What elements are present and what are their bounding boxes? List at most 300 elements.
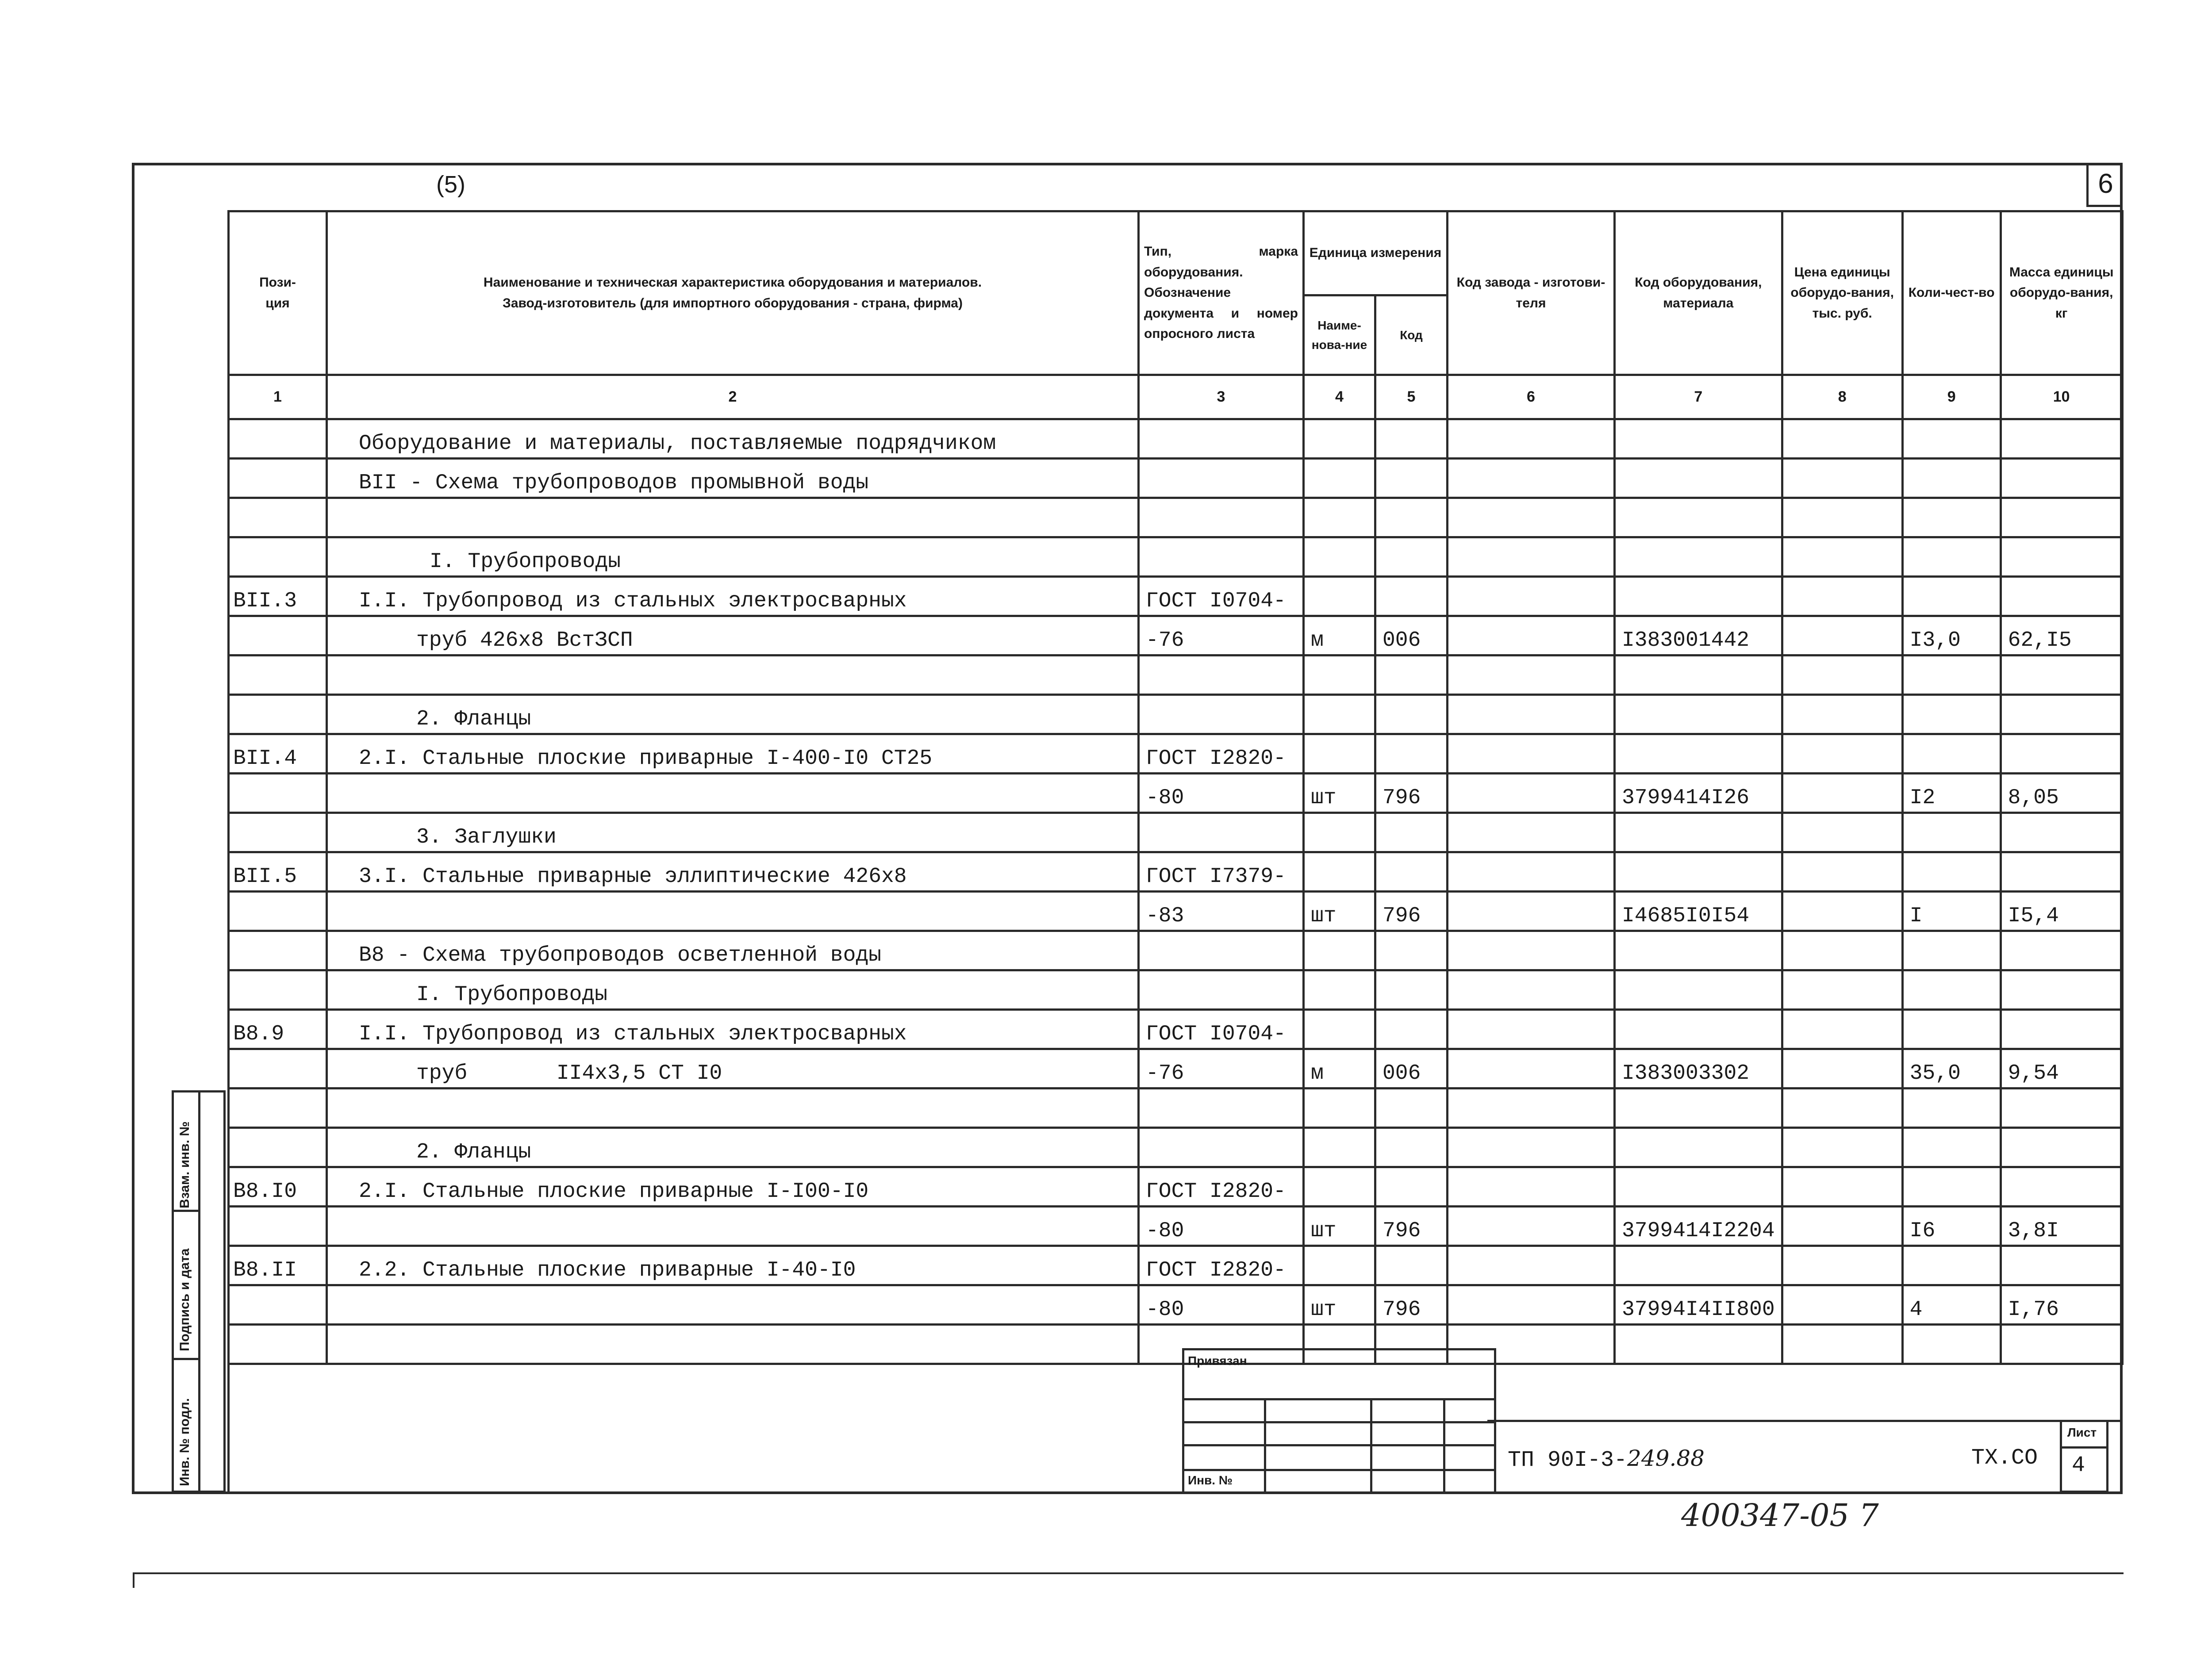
price-cell — [1782, 774, 1902, 813]
quantity-cell — [1902, 931, 2001, 970]
equipment-code-cell — [1615, 931, 1782, 970]
cut-line-tick — [133, 1572, 134, 1588]
equipment-code-cell — [1615, 537, 1782, 577]
unit-cell — [1304, 931, 1375, 970]
strip-label-podpis: Подпись и дата — [177, 1248, 192, 1351]
header-unit-name: Наиме-нова-ние — [1304, 295, 1375, 375]
unit-cell: м — [1304, 616, 1375, 656]
stamp-top-line — [1487, 1420, 2123, 1422]
unit-code-cell — [1375, 577, 1448, 616]
type-cell: -80 — [1139, 1285, 1304, 1325]
equipment-code-cell: I383001442 — [1615, 616, 1782, 656]
quantity-cell — [1902, 1167, 2001, 1207]
unit-code-cell: 006 — [1375, 1049, 1448, 1089]
price-cell — [1782, 970, 1902, 1010]
name-cell: 2. Фланцы — [327, 695, 1139, 734]
table-row — [229, 1089, 2123, 1128]
table-row — [229, 616, 2123, 656]
position-cell — [229, 498, 327, 537]
name-cell: 2.I. Стальные плоские приварные I-400-I0 СТ25 — [327, 734, 1139, 774]
equipment-code-cell — [1615, 1128, 1782, 1167]
quantity-cell — [1902, 1010, 2001, 1049]
table-row — [229, 695, 2123, 734]
type-cell: ГОСТ I7379- — [1139, 852, 1304, 892]
unit-code-cell — [1375, 1089, 1448, 1128]
name-cell: ВII - Схема трубопроводов промывной воды — [327, 459, 1139, 498]
equipment-code-cell — [1615, 1167, 1782, 1207]
unit-code-cell — [1375, 931, 1448, 970]
type-cell: -76 — [1139, 1049, 1304, 1089]
col-number: 7 — [1615, 375, 1782, 419]
quantity-cell: I3,0 — [1902, 616, 2001, 656]
table-row — [229, 498, 2123, 537]
name-cell: 2.I. Стальные плоские приварные I-I00-I0 — [327, 1167, 1139, 1207]
col-number: 9 — [1902, 375, 2001, 419]
quantity-cell: 4 — [1902, 1285, 2001, 1325]
mass-cell: I5,4 — [2001, 892, 2122, 931]
stamp-privyazan: Привязан — [1188, 1354, 1247, 1368]
position-cell: ВII.4 — [229, 734, 327, 774]
type-cell — [1139, 419, 1304, 459]
equipment-code-cell — [1615, 1246, 1782, 1285]
unit-cell — [1304, 577, 1375, 616]
unit-cell — [1304, 459, 1375, 498]
unit-code-cell — [1375, 695, 1448, 734]
plant-code-cell — [1448, 695, 1615, 734]
header-unit-mass: Масса единицы оборудо-вания, кг — [2001, 211, 2122, 375]
equipment-code-cell — [1615, 656, 1782, 695]
col-number: 10 — [2001, 375, 2122, 419]
quantity-cell — [1902, 813, 2001, 852]
price-cell — [1782, 1285, 1902, 1325]
stamp-row-line — [1184, 1398, 1494, 1400]
unit-cell — [1304, 1246, 1375, 1285]
table-row — [229, 1167, 2123, 1207]
table-row — [229, 931, 2123, 970]
unit-code-cell — [1375, 419, 1448, 459]
mass-cell — [2001, 537, 2122, 577]
mass-cell — [2001, 419, 2122, 459]
position-cell — [229, 656, 327, 695]
unit-cell — [1304, 1010, 1375, 1049]
col-number: 1 — [229, 375, 327, 419]
equipment-code-cell — [1615, 970, 1782, 1010]
plant-code-cell — [1448, 537, 1615, 577]
mass-cell — [2001, 459, 2122, 498]
position-cell: ВII.5 — [229, 852, 327, 892]
mass-cell — [2001, 1089, 2122, 1128]
equipment-code-cell — [1615, 695, 1782, 734]
price-cell — [1782, 537, 1902, 577]
col-number: 5 — [1375, 375, 1448, 419]
quantity-cell — [1902, 419, 2001, 459]
unit-cell: м — [1304, 1049, 1375, 1089]
type-cell — [1139, 656, 1304, 695]
unit-code-cell: 796 — [1375, 1207, 1448, 1246]
plant-code-cell — [1448, 852, 1615, 892]
column-numbers-row — [229, 375, 2123, 419]
equipment-code-cell — [1615, 1010, 1782, 1049]
name-cell: В8 - Схема трубопроводов осветленной воды — [327, 931, 1139, 970]
unit-cell — [1304, 813, 1375, 852]
position-cell: В8.9 — [229, 1010, 327, 1049]
table-row — [229, 1285, 2123, 1325]
strip-label-inv-podl: Инв. № подл. — [177, 1398, 192, 1486]
equipment-code-cell — [1615, 459, 1782, 498]
stamp-inv-no: Инв. № — [1188, 1473, 1233, 1487]
name-cell: труб 426х8 ВстЗСП — [327, 616, 1139, 656]
plant-code-cell — [1448, 1207, 1615, 1246]
position-cell — [229, 931, 327, 970]
plant-code-cell — [1448, 813, 1615, 852]
col-number: 2 — [327, 375, 1139, 419]
unit-cell — [1304, 537, 1375, 577]
stamp-block — [1182, 1348, 1496, 1494]
type-cell: -80 — [1139, 1207, 1304, 1246]
quantity-cell — [1902, 970, 2001, 1010]
unit-code-cell — [1375, 1128, 1448, 1167]
header-plant-code: Код завода - изготови-теля — [1448, 211, 1615, 375]
table-row — [229, 852, 2123, 892]
unit-code-cell — [1375, 537, 1448, 577]
mass-cell — [2001, 734, 2122, 774]
quantity-cell — [1902, 734, 2001, 774]
sheet-number: 6 — [2086, 163, 2123, 207]
plant-code-cell — [1448, 1010, 1615, 1049]
plant-code-cell — [1448, 774, 1615, 813]
quantity-cell: I6 — [1902, 1207, 2001, 1246]
position-cell — [229, 1089, 327, 1128]
position-cell — [229, 537, 327, 577]
position-cell — [229, 813, 327, 852]
equipment-code-cell — [1615, 577, 1782, 616]
sheet-label: (5) — [436, 171, 465, 198]
unit-code-cell — [1375, 656, 1448, 695]
table-row — [229, 1128, 2123, 1167]
type-cell — [1139, 970, 1304, 1010]
mass-cell: 8,05 — [2001, 774, 2122, 813]
table-row — [229, 1207, 2123, 1246]
unit-code-cell: 796 — [1375, 1285, 1448, 1325]
position-cell — [229, 459, 327, 498]
quantity-cell — [1902, 459, 2001, 498]
name-cell: Оборудование и материалы, поставляемые подрядчиком — [327, 419, 1139, 459]
unit-cell: шт — [1304, 892, 1375, 931]
price-cell — [1782, 459, 1902, 498]
unit-code-cell — [1375, 813, 1448, 852]
price-cell — [1782, 813, 1902, 852]
unit-code-cell — [1375, 1167, 1448, 1207]
quantity-cell — [1902, 656, 2001, 695]
lower-left-border — [227, 1327, 230, 1494]
equipment-code-cell — [1615, 1089, 1782, 1128]
price-cell — [1782, 419, 1902, 459]
header-type: Тип, марка оборудования. Обозначение документа и номер опросного листа — [1139, 211, 1304, 375]
name-cell — [327, 1325, 1139, 1364]
name-cell — [327, 498, 1139, 537]
unit-code-cell — [1375, 734, 1448, 774]
table-row — [229, 537, 2123, 577]
equipment-code-cell: I383003302 — [1615, 1049, 1782, 1089]
header-name: Наименование и техническая характеристика оборудования и материалов. Завод-изготовитель (для импортного оборудования - страна, фирма) — [327, 211, 1139, 375]
position-cell — [229, 1207, 327, 1246]
mass-cell: 3,8I — [2001, 1207, 2122, 1246]
plant-code-cell — [1448, 498, 1615, 537]
mass-cell: 62,I5 — [2001, 616, 2122, 656]
quantity-cell: I2 — [1902, 774, 2001, 813]
equipment-code-cell — [1615, 498, 1782, 537]
plant-code-cell — [1448, 1246, 1615, 1285]
plant-code-cell — [1448, 734, 1615, 774]
unit-cell — [1304, 498, 1375, 537]
name-cell: I. Трубопроводы — [327, 970, 1139, 1010]
col-number: 4 — [1304, 375, 1375, 419]
col-number: 3 — [1139, 375, 1304, 419]
price-cell — [1782, 1089, 1902, 1128]
position-cell: ВII.3 — [229, 577, 327, 616]
name-cell: I.I. Трубопровод из стальных электросварных — [327, 577, 1139, 616]
unit-cell: шт — [1304, 1207, 1375, 1246]
type-cell: ГОСТ I2820- — [1139, 1246, 1304, 1285]
mass-cell — [2001, 1325, 2122, 1364]
quantity-cell — [1902, 1246, 2001, 1285]
position-cell — [229, 892, 327, 931]
name-cell: 2.2. Стальные плоские приварные I-40-I0 — [327, 1246, 1139, 1285]
unit-code-cell — [1375, 498, 1448, 537]
price-cell — [1782, 1167, 1902, 1207]
position-cell — [229, 1325, 327, 1364]
quantity-cell — [1902, 577, 2001, 616]
position-cell — [229, 1285, 327, 1325]
type-cell: -80 — [1139, 774, 1304, 813]
unit-code-cell — [1375, 970, 1448, 1010]
type-cell: ГОСТ I2820- — [1139, 1167, 1304, 1207]
plant-code-cell — [1448, 1128, 1615, 1167]
price-cell — [1782, 616, 1902, 656]
name-cell: труб II4х3,5 СТ I0 — [327, 1049, 1139, 1089]
mass-cell — [2001, 1010, 2122, 1049]
table-row — [229, 892, 2123, 931]
price-cell — [1782, 1325, 1902, 1364]
position-cell — [229, 1128, 327, 1167]
equipment-code-cell: I4685I0I54 — [1615, 892, 1782, 931]
name-cell: I.I. Трубопровод из стальных электросварных — [327, 1010, 1139, 1049]
name-cell: 3. Заглушки — [327, 813, 1139, 852]
quantity-cell — [1902, 498, 2001, 537]
name-cell: 3.I. Стальные приварные эллиптические 426х8 — [327, 852, 1139, 892]
name-cell: I. Трубопроводы — [327, 537, 1139, 577]
plant-code-cell — [1448, 970, 1615, 1010]
mass-cell: 9,54 — [2001, 1049, 2122, 1089]
mass-cell — [2001, 970, 2122, 1010]
unit-code-cell: 006 — [1375, 616, 1448, 656]
table-row — [229, 1325, 2123, 1364]
table-row — [229, 656, 2123, 695]
unit-cell — [1304, 1167, 1375, 1207]
binding-strip — [172, 1090, 226, 1493]
mass-cell — [2001, 498, 2122, 537]
position-cell — [229, 419, 327, 459]
equipment-code-cell — [1615, 734, 1782, 774]
equipment-code-cell: 3799414I26 — [1615, 774, 1782, 813]
price-cell — [1782, 1246, 1902, 1285]
position-cell: В8.II — [229, 1246, 327, 1285]
sheet-box-line — [2062, 1446, 2106, 1449]
table-row — [229, 577, 2123, 616]
header-quantity: Коли-чест-во — [1902, 211, 2001, 375]
specification-table — [227, 210, 2124, 1365]
unit-cell — [1304, 852, 1375, 892]
type-cell — [1139, 498, 1304, 537]
plant-code-cell — [1448, 1049, 1615, 1089]
table-row — [229, 813, 2123, 852]
position-cell — [229, 1049, 327, 1089]
stamp-col-line — [1370, 1398, 1372, 1494]
table-row — [229, 1010, 2123, 1049]
type-cell: ГОСТ I2820- — [1139, 734, 1304, 774]
position-cell: В8.I0 — [229, 1167, 327, 1207]
plant-code-cell — [1448, 1089, 1615, 1128]
plant-code-cell — [1448, 656, 1615, 695]
strip-label-vzam: Взам. инв. № — [177, 1121, 192, 1208]
stamp-row-line — [1184, 1444, 1494, 1446]
unit-cell: шт — [1304, 774, 1375, 813]
table-row — [229, 774, 2123, 813]
unit-code-cell — [1375, 1010, 1448, 1049]
type-cell — [1139, 695, 1304, 734]
unit-cell: шт — [1304, 1285, 1375, 1325]
price-cell — [1782, 656, 1902, 695]
mass-cell — [2001, 931, 2122, 970]
sheet-box-label: Лист — [2067, 1426, 2097, 1439]
type-cell — [1139, 1089, 1304, 1128]
mass-cell — [2001, 1128, 2122, 1167]
name-cell — [327, 1089, 1139, 1128]
name-cell — [327, 656, 1139, 695]
table-row — [229, 459, 2123, 498]
unit-cell — [1304, 695, 1375, 734]
unit-cell — [1304, 419, 1375, 459]
unit-code-cell: 796 — [1375, 892, 1448, 931]
equipment-code-cell: 37994I4II800 — [1615, 1285, 1782, 1325]
price-cell — [1782, 1128, 1902, 1167]
name-cell — [327, 892, 1139, 931]
type-cell: -83 — [1139, 892, 1304, 931]
unit-code-cell — [1375, 1246, 1448, 1285]
plant-code-cell — [1448, 931, 1615, 970]
table-row — [229, 1049, 2123, 1089]
equipment-code-cell — [1615, 852, 1782, 892]
header-unit-price: Цена единицы оборудо-вания, тыс. руб. — [1782, 211, 1902, 375]
col-number: 8 — [1782, 375, 1902, 419]
table-row — [229, 1246, 2123, 1285]
type-cell: ГОСТ I0704- — [1139, 577, 1304, 616]
unit-cell — [1304, 970, 1375, 1010]
price-cell — [1782, 852, 1902, 892]
plant-code-cell — [1448, 459, 1615, 498]
equipment-code-cell: 3799414I2204 — [1615, 1207, 1782, 1246]
position-cell — [229, 695, 327, 734]
price-cell — [1782, 734, 1902, 774]
plant-code-cell — [1448, 892, 1615, 931]
sheet-box-number: 4 — [2072, 1453, 2085, 1478]
quantity-cell — [1902, 1089, 2001, 1128]
unit-cell — [1304, 734, 1375, 774]
header-position: Пози- ция — [229, 211, 327, 375]
type-cell — [1139, 459, 1304, 498]
price-cell — [1782, 695, 1902, 734]
position-cell — [229, 774, 327, 813]
mass-cell — [2001, 656, 2122, 695]
quantity-cell — [1902, 537, 2001, 577]
type-cell — [1139, 537, 1304, 577]
quantity-cell — [1902, 1128, 2001, 1167]
mass-cell — [2001, 1167, 2122, 1207]
header-equipment-code: Код оборудования, материала — [1615, 211, 1782, 375]
table-row — [229, 970, 2123, 1010]
mass-cell — [2001, 852, 2122, 892]
quantity-cell: I — [1902, 892, 2001, 931]
quantity-cell — [1902, 1325, 2001, 1364]
mass-cell — [2001, 813, 2122, 852]
mass-cell — [2001, 1246, 2122, 1285]
name-cell — [327, 774, 1139, 813]
name-cell — [327, 1207, 1139, 1246]
sheet-box — [2060, 1420, 2108, 1493]
equipment-code-cell — [1615, 419, 1782, 459]
equipment-code-cell — [1615, 1325, 1782, 1364]
quantity-cell — [1902, 852, 2001, 892]
equipment-code-cell — [1615, 813, 1782, 852]
stamp-row-line — [1184, 1421, 1494, 1423]
document-suffix: ТХ.СО — [1971, 1445, 2038, 1471]
plant-code-cell — [1448, 616, 1615, 656]
type-cell — [1139, 931, 1304, 970]
type-cell: -76 — [1139, 616, 1304, 656]
unit-cell — [1304, 1089, 1375, 1128]
unit-cell — [1304, 656, 1375, 695]
unit-cell — [1304, 1128, 1375, 1167]
unit-code-cell — [1375, 852, 1448, 892]
header-unit-code: Код — [1375, 295, 1448, 375]
name-cell: 2. Фланцы — [327, 1128, 1139, 1167]
archive-number: 400347-05 7 — [1681, 1497, 1879, 1533]
document-code — [1508, 1445, 1705, 1473]
mass-cell — [2001, 577, 2122, 616]
stamp-col-line — [1443, 1398, 1445, 1494]
type-cell: ГОСТ I0704- — [1139, 1010, 1304, 1049]
name-cell — [327, 1285, 1139, 1325]
plant-code-cell — [1448, 1285, 1615, 1325]
unit-code-cell: 796 — [1375, 774, 1448, 813]
position-cell — [229, 970, 327, 1010]
price-cell — [1782, 892, 1902, 931]
position-cell — [229, 616, 327, 656]
header-unit-group: Единица измерения — [1304, 211, 1448, 295]
col-number: 6 — [1448, 375, 1615, 419]
mass-cell: I,76 — [2001, 1285, 2122, 1325]
price-cell — [1782, 1049, 1902, 1089]
table-row — [229, 734, 2123, 774]
document-code-handwritten: 249.88 — [1627, 1445, 1705, 1471]
stamp-col-line — [1264, 1398, 1266, 1494]
type-cell — [1139, 1128, 1304, 1167]
quantity-cell: 35,0 — [1902, 1049, 2001, 1089]
plant-code-cell — [1448, 577, 1615, 616]
plant-code-cell — [1448, 1167, 1615, 1207]
plant-code-cell — [1448, 419, 1615, 459]
price-cell — [1782, 931, 1902, 970]
